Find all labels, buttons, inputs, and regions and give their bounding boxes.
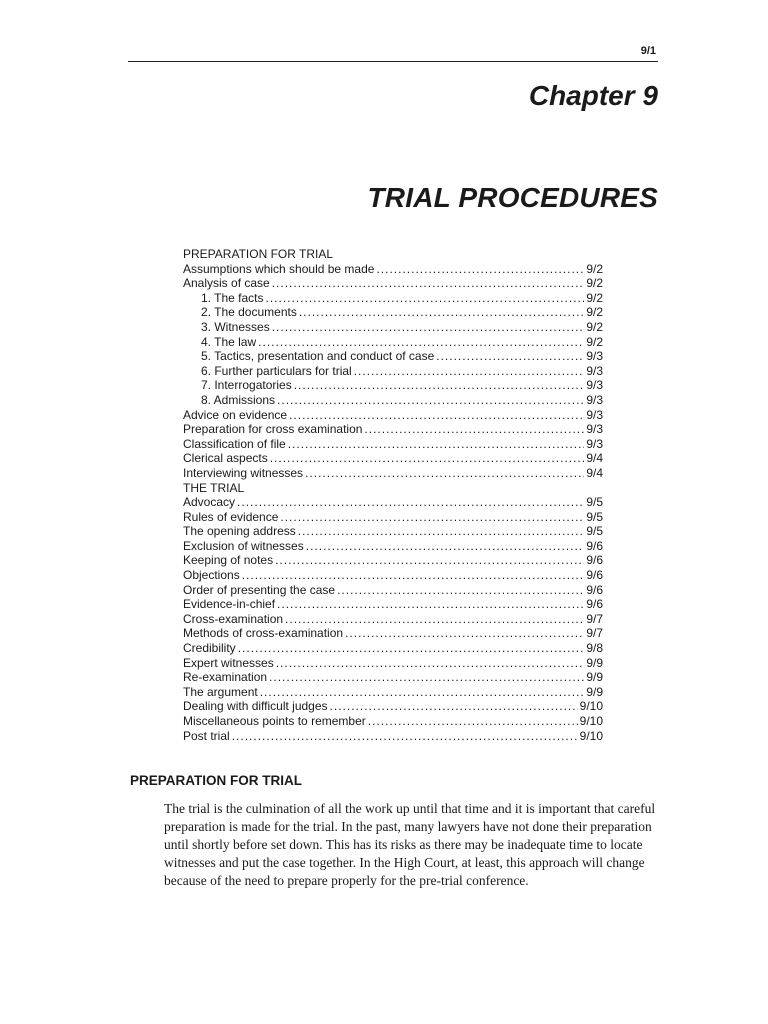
toc-leader-dots xyxy=(299,305,584,320)
toc-leader-dots xyxy=(238,641,585,656)
toc-entry-title: Post trial xyxy=(183,728,230,743)
toc-leader-dots xyxy=(376,262,584,277)
toc-entry-title: Objections xyxy=(183,568,240,583)
toc-entry-page: 9/3 xyxy=(586,349,603,364)
toc-entry xyxy=(183,495,603,510)
toc-entry-page: 9/5 xyxy=(586,524,603,539)
toc-leader-dots xyxy=(232,729,578,744)
toc-entry xyxy=(183,626,603,641)
toc-entry xyxy=(183,276,603,291)
toc-entry xyxy=(183,335,603,350)
toc-entry xyxy=(183,422,603,437)
toc-entry xyxy=(183,393,603,408)
toc-entry-page: 9/10 xyxy=(579,714,603,728)
toc-leader-dots xyxy=(364,422,584,437)
toc-entry-title: 5. Tactics, presentation and conduct of case xyxy=(201,349,435,364)
toc-entry xyxy=(183,451,603,466)
toc-leader-dots xyxy=(277,597,584,612)
toc-entry-title: Re-examination xyxy=(183,670,268,685)
toc-leader-dots xyxy=(272,276,585,291)
toc-entry-title: 8. Admissions xyxy=(201,392,276,407)
toc-entry-title: Preparation for cross examination xyxy=(183,422,363,437)
toc-entry-title: Classification of file xyxy=(183,436,286,451)
toc-entry-page: 9/6 xyxy=(586,597,603,612)
toc-entry xyxy=(183,699,603,714)
toc-entry-page: 9/6 xyxy=(586,568,603,583)
toc-entry xyxy=(183,291,603,306)
toc-entry-page: 9/4 xyxy=(586,465,603,480)
toc-leader-dots xyxy=(337,583,584,598)
toc-leader-dots xyxy=(258,335,584,350)
toc-entry-page: 9/5 xyxy=(586,509,603,524)
toc-entry-page: 9/9 xyxy=(586,684,603,699)
toc-entry-page: 9/7 xyxy=(586,626,603,641)
toc-entry-page: 9/9 xyxy=(586,670,603,685)
toc-leader-dots xyxy=(270,451,585,466)
toc-leader-dots xyxy=(288,437,585,452)
toc-entry-page: 9/5 xyxy=(586,495,603,510)
toc-entry-page: 9/10 xyxy=(579,699,603,714)
toc-entry xyxy=(183,641,603,656)
header-rule xyxy=(128,61,658,62)
toc-entry xyxy=(183,320,603,335)
toc-leader-dots xyxy=(354,364,585,379)
toc-entry-title: Analysis of case xyxy=(183,276,270,291)
toc-group-heading: PREPARATION FOR TRIAL xyxy=(183,247,334,261)
toc-entry-page: 9/3 xyxy=(586,407,603,422)
toc-entry-page: 9/2 xyxy=(586,290,603,305)
toc-entry-title: Methods of cross-examination xyxy=(183,626,344,641)
toc-entry xyxy=(183,466,603,481)
toc-entry xyxy=(183,408,603,423)
toc-leader-dots xyxy=(368,714,578,729)
toc-leader-dots xyxy=(298,524,585,539)
toc-entry-page: 9/6 xyxy=(586,553,603,568)
toc-entry-title: Advice on evidence xyxy=(183,407,288,422)
toc-leader-dots xyxy=(260,685,585,700)
toc-entry-title: Credibility xyxy=(183,641,236,656)
table-of-contents xyxy=(183,247,603,743)
toc-leader-dots xyxy=(272,320,585,335)
chapter-title: Chapter 9 xyxy=(528,80,658,111)
toc-leader-dots xyxy=(242,568,585,583)
toc-leader-dots xyxy=(345,626,584,641)
toc-group xyxy=(183,247,603,481)
toc-entry xyxy=(183,262,603,277)
toc-entry-title: Cross-examination xyxy=(183,611,284,626)
section-title: TRIAL PROCEDURES xyxy=(367,182,658,213)
toc-leader-dots xyxy=(306,539,585,554)
toc-leader-dots xyxy=(275,553,584,568)
toc-entry-title: Keeping of notes xyxy=(183,553,274,568)
toc-entry xyxy=(183,510,603,525)
toc-leader-dots xyxy=(289,408,584,423)
toc-entry xyxy=(183,553,603,568)
toc-entry-page: 9/6 xyxy=(586,538,603,553)
toc-entry-title: Order of presenting the case xyxy=(183,582,336,597)
toc-entry xyxy=(183,437,603,452)
toc-entry-title: Evidence-in-chief xyxy=(183,597,276,612)
toc-entry-page: 9/3 xyxy=(586,422,603,437)
page-number: 9/1 xyxy=(640,45,656,57)
toc-entry-title: 3. Witnesses xyxy=(201,319,270,334)
toc-leader-dots xyxy=(436,349,584,364)
toc-entry xyxy=(183,539,603,554)
toc-entry xyxy=(183,729,603,744)
toc-entry-title: 7. Interrogatories xyxy=(201,378,292,393)
toc-entry-title: 4. The law xyxy=(201,334,257,349)
toc-leader-dots xyxy=(280,510,584,525)
toc-entry xyxy=(183,524,603,539)
toc-entry xyxy=(183,364,603,379)
toc-entry-page: 9/9 xyxy=(586,655,603,670)
toc-entry-title: Miscellaneous points to remember xyxy=(183,714,366,728)
toc-entry-title: Clerical aspects xyxy=(183,451,268,466)
toc-entry-page: 9/2 xyxy=(586,319,603,334)
toc-entry-title: Dealing with difficult judges xyxy=(183,699,328,714)
toc-group-heading: THE TRIAL xyxy=(183,480,245,495)
toc-entry xyxy=(183,670,603,685)
toc-leader-dots xyxy=(265,291,584,306)
body-paragraph: The trial is the culmination of all the work up until that time and it is important that careful preparation is made for the trial. In the past, many lawyers have not done their preparation until shortly before set down. This has its risks as there may be inadequate time to locate witnesses and put the case together. In the High Court, at least, this approach will change because of the need to prepare properly for the pre-trial conference. xyxy=(164,801,656,888)
toc-entry-page: 9/2 xyxy=(586,334,603,349)
toc-entry-page: 9/2 xyxy=(586,305,603,320)
toc-entry-page: 9/4 xyxy=(586,451,603,466)
toc-entry-title: The opening address xyxy=(183,524,296,539)
toc-leader-dots xyxy=(305,466,584,481)
toc-entry-title: 6. Further particulars for trial xyxy=(201,363,352,378)
toc-leader-dots xyxy=(269,670,584,685)
toc-entry-title: Interviewing witnesses xyxy=(183,465,304,480)
toc-entry-title: Advocacy xyxy=(183,495,236,510)
toc-entry-page: 9/10 xyxy=(579,728,603,743)
toc-leader-dots xyxy=(330,699,578,714)
toc-entry xyxy=(183,685,603,700)
toc-entry-page: 9/6 xyxy=(586,582,603,597)
toc-entry-title: Assumptions which should be made xyxy=(183,261,375,276)
toc-group xyxy=(183,481,603,744)
toc-entry-page: 9/3 xyxy=(586,378,603,393)
toc-entry-page: 9/2 xyxy=(586,261,603,276)
toc-entry xyxy=(183,656,603,671)
toc-entry-page: 9/3 xyxy=(586,392,603,407)
toc-entry xyxy=(183,612,603,627)
toc-entry-page: 9/3 xyxy=(586,363,603,378)
toc-entry-title: The argument xyxy=(183,684,258,699)
toc-leader-dots xyxy=(237,495,584,510)
toc-entry xyxy=(183,583,603,598)
toc-entry-title: 1. The facts xyxy=(201,290,264,305)
toc-entry xyxy=(183,714,603,729)
toc-entry-title: Rules of evidence xyxy=(183,509,279,524)
toc-entry-title: Exclusion of witnesses xyxy=(183,538,304,553)
toc-entry-page: 9/2 xyxy=(586,276,603,291)
toc-entry xyxy=(183,597,603,612)
toc-entry-page: 9/8 xyxy=(586,641,603,656)
toc-leader-dots xyxy=(276,656,585,671)
toc-entry xyxy=(183,568,603,583)
toc-leader-dots xyxy=(277,393,584,408)
toc-entry-title: Expert witnesses xyxy=(183,655,274,670)
toc-leader-dots xyxy=(285,612,584,627)
toc-entry xyxy=(183,305,603,320)
toc-leader-dots xyxy=(294,378,585,393)
toc-entry-title: 2. The documents xyxy=(201,305,297,320)
toc-entry xyxy=(183,378,603,393)
toc-entry-page: 9/3 xyxy=(586,436,603,451)
toc-entry-page: 9/7 xyxy=(586,611,603,626)
toc-entry xyxy=(183,349,603,364)
body-heading: PREPARATION FOR TRIAL xyxy=(130,773,302,788)
